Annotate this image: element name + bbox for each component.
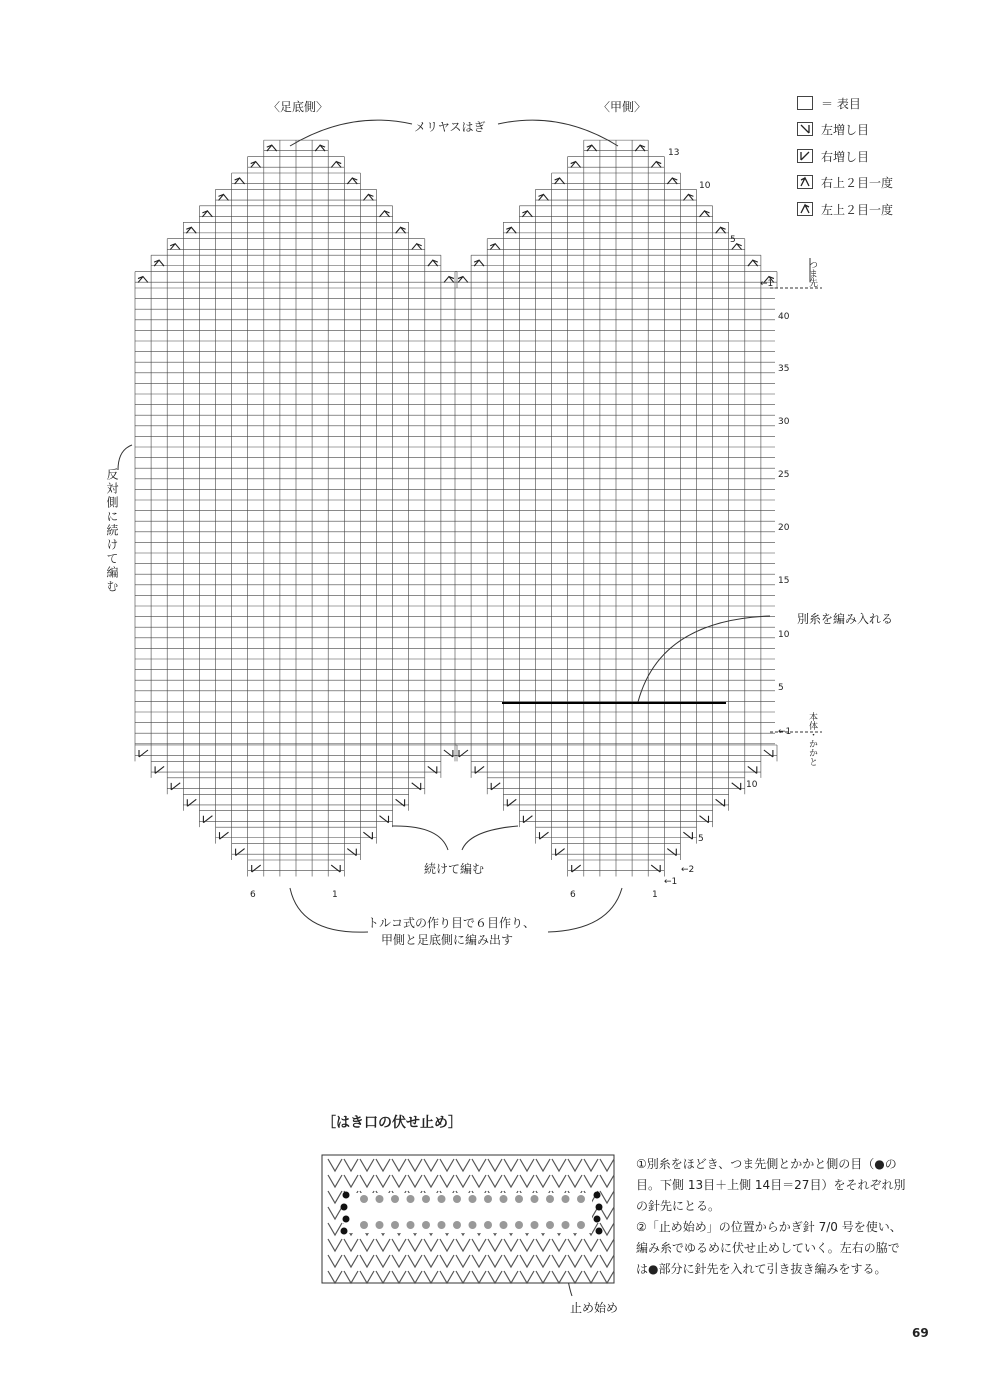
gray-dot	[531, 1195, 539, 1203]
increase-symbol	[764, 750, 773, 757]
row-number: 30	[778, 417, 790, 427]
continue-left-line	[392, 826, 448, 850]
decrease-symbol	[555, 178, 565, 184]
row-number: 15	[778, 576, 790, 586]
decrease-symbol	[138, 277, 148, 283]
right-increase-icon	[797, 149, 813, 163]
decrease-symbol	[428, 260, 438, 266]
decrease-symbol	[506, 227, 516, 233]
decrease-symbol	[154, 260, 164, 266]
increase-symbol	[220, 832, 229, 839]
gray-dot	[407, 1221, 415, 1229]
increase-symbol	[651, 865, 660, 872]
black-dot	[596, 1228, 603, 1235]
legend-text: 右増し目	[821, 149, 870, 164]
increase-symbol	[428, 766, 437, 773]
step-1: ①別糸をほどき、つま先側とかかと側の目（●の目。下側 13目＋上側 14目＝27目）をそれぞれ別の針先にとる。	[636, 1157, 906, 1213]
row-number: 20	[778, 523, 790, 533]
decrease-symbol	[444, 277, 454, 283]
gray-dot	[562, 1195, 570, 1203]
increase-symbol	[331, 865, 340, 872]
gray-dot	[438, 1195, 446, 1203]
arrow-1-top: ←1	[760, 279, 774, 289]
increase-symbol	[572, 865, 581, 872]
gray-dot	[500, 1221, 508, 1229]
legend-text: ＝ 表目	[821, 96, 861, 111]
continue-right-line	[462, 826, 518, 850]
increase-symbol	[363, 832, 372, 839]
gray-dot	[484, 1221, 492, 1229]
row-number: 40	[778, 312, 790, 322]
increase-symbol	[380, 816, 389, 823]
increase-symbol	[700, 816, 709, 823]
black-dot	[596, 1204, 603, 1211]
increase-symbol	[507, 799, 516, 806]
legend-right-increase	[797, 147, 869, 165]
start-point-label: 止め始め	[570, 1301, 619, 1315]
decrease-symbol	[202, 211, 212, 217]
toe-dash	[770, 288, 822, 732]
continue-label: 続けて編む	[424, 862, 485, 876]
legend-text: 右上２目一度	[821, 175, 894, 190]
increase-symbol	[732, 783, 741, 790]
top-row-13: 13	[668, 148, 680, 158]
increase-symbol	[444, 750, 453, 757]
gray-dot	[484, 1195, 492, 1203]
toe-label: つま先	[807, 260, 817, 287]
decrease-symbol	[219, 194, 229, 200]
legend-text: 左上２目一度	[821, 202, 894, 217]
increase-symbol	[171, 783, 180, 790]
gray-dot	[453, 1221, 461, 1229]
gray-dot	[453, 1195, 461, 1203]
gray-dot	[422, 1221, 430, 1229]
black-dot	[343, 1192, 350, 1199]
black-dot	[594, 1192, 601, 1199]
increase-symbol	[252, 865, 261, 872]
decrease-symbol	[522, 211, 532, 217]
stitch-symbols	[138, 145, 774, 872]
gray-dot	[531, 1221, 539, 1229]
increase-symbol	[236, 849, 245, 856]
decrease-symbol	[412, 244, 422, 250]
gray-dot	[360, 1221, 368, 1229]
row-number: 35	[778, 364, 790, 374]
black-dot	[341, 1228, 348, 1235]
gray-dot	[469, 1195, 477, 1203]
increase-symbol	[491, 783, 500, 790]
decrease-symbol	[331, 162, 341, 168]
gray-dot	[438, 1221, 446, 1229]
black-dot	[343, 1216, 350, 1223]
decrease-symbol	[251, 162, 261, 168]
instep-label: 〈甲側〉	[598, 100, 647, 114]
gray-dot	[515, 1195, 523, 1203]
arrow-1-bottom: ←1	[664, 877, 678, 887]
gray-dot	[376, 1221, 384, 1229]
bottom-row-10: 10	[746, 780, 758, 790]
decrease-symbol	[235, 178, 245, 184]
bind-off-steps	[636, 1154, 911, 1280]
page-number: 69	[912, 1326, 929, 1340]
gray-dot	[577, 1221, 585, 1229]
right-dec-icon	[797, 175, 813, 189]
increase-symbol	[155, 766, 164, 773]
gray-dot	[577, 1195, 585, 1203]
decrease-symbol	[474, 260, 484, 266]
decrease-symbol	[363, 194, 373, 200]
decrease-symbol	[186, 227, 196, 233]
gray-dot	[546, 1221, 554, 1229]
black-dot	[594, 1216, 601, 1223]
row-number: 25	[778, 470, 790, 480]
increase-symbol	[187, 799, 196, 806]
left-dec-icon	[797, 202, 813, 216]
gray-dot	[422, 1195, 430, 1203]
bind-off-swatch	[322, 1155, 614, 1283]
stitch-number-6-right: 6	[570, 890, 576, 900]
increase-symbol	[523, 816, 532, 823]
start-label-2: 甲側と足底側に編み出す	[381, 933, 514, 947]
sole-label: 〈足底側〉	[268, 100, 329, 114]
gray-dot	[391, 1221, 399, 1229]
decrease-symbol	[683, 194, 693, 200]
increase-symbol	[748, 766, 757, 773]
legend-left-increase	[797, 120, 869, 138]
decrease-symbol	[267, 145, 277, 151]
increase-symbol	[716, 799, 725, 806]
gray-dot	[500, 1195, 508, 1203]
decrease-symbol	[490, 244, 500, 250]
knit-icon	[797, 96, 813, 110]
bottom-row-5: 5	[698, 834, 704, 844]
decrease-symbol	[587, 145, 597, 151]
left-increase-icon	[797, 122, 813, 136]
gray-dot	[469, 1221, 477, 1229]
top-row-10: 10	[699, 181, 711, 191]
arrow-1-mid: ←1	[778, 727, 792, 737]
row-number: 5	[778, 683, 784, 693]
gray-dot	[407, 1195, 415, 1203]
decrease-symbol	[716, 227, 726, 233]
increase-symbol	[203, 816, 212, 823]
decrease-symbol	[748, 260, 758, 266]
legend-knit	[797, 94, 861, 112]
step-2: ②「止め始め」の位置からかぎ針 7/0 号を使い、編み糸でゆるめに伏せ止めしていく。左右の脇では●部分に針先を入れて引き抜き編みをする。	[636, 1220, 902, 1276]
opposite-bracket	[118, 445, 132, 470]
increase-symbol	[139, 750, 148, 757]
decrease-symbol	[347, 178, 357, 184]
decrease-symbol	[458, 277, 468, 283]
gray-dot	[360, 1195, 368, 1203]
stitch-number-6-left: 6	[250, 890, 256, 900]
decrease-symbol	[380, 211, 390, 217]
increase-symbol	[683, 832, 692, 839]
stitch-grid	[135, 140, 777, 876]
stitch-number-1-right: 1	[652, 890, 658, 900]
gray-dot	[562, 1221, 570, 1229]
decrease-symbol	[170, 244, 180, 250]
increase-symbol	[347, 849, 356, 856]
decrease-symbol	[315, 145, 325, 151]
mattress-label: メリヤスはぎ	[414, 120, 486, 134]
top-row-5: 5	[730, 235, 736, 245]
decrease-symbol	[667, 178, 677, 184]
arrow-2: ←2	[681, 865, 695, 875]
increase-symbol	[667, 849, 676, 856]
legend-right-decrease	[797, 173, 893, 191]
legend-left-decrease	[797, 200, 893, 218]
decrease-symbol	[651, 162, 661, 168]
increase-symbol	[556, 849, 565, 856]
bind-off-title: ［はき口の伏せ止め］	[322, 1115, 462, 1131]
increase-symbol	[540, 832, 549, 839]
opposite-label: 反対側に続けて編む	[105, 468, 119, 594]
body-heel-label: 本体・かかと	[807, 712, 817, 766]
decrease-symbol	[539, 194, 549, 200]
legend-text: 左増し目	[821, 122, 870, 137]
row-number: 10	[778, 630, 790, 640]
stitch-number-1-left: 1	[332, 890, 338, 900]
gray-dot	[515, 1221, 523, 1229]
increase-symbol	[396, 799, 405, 806]
gray-dot	[376, 1195, 384, 1203]
decrease-symbol	[571, 162, 581, 168]
increase-symbol	[459, 750, 468, 757]
increase-symbol	[475, 766, 484, 773]
increase-symbol	[412, 783, 421, 790]
start-label-1: トルコ式の作り目で６目作り、	[367, 916, 536, 930]
decrease-symbol	[396, 227, 406, 233]
decrease-symbol	[700, 211, 710, 217]
black-dot	[341, 1204, 348, 1211]
gray-dot	[391, 1195, 399, 1203]
decrease-symbol	[635, 145, 645, 151]
gray-dot	[546, 1195, 554, 1203]
waste-yarn-label: 別糸を編み入れる	[797, 612, 894, 626]
